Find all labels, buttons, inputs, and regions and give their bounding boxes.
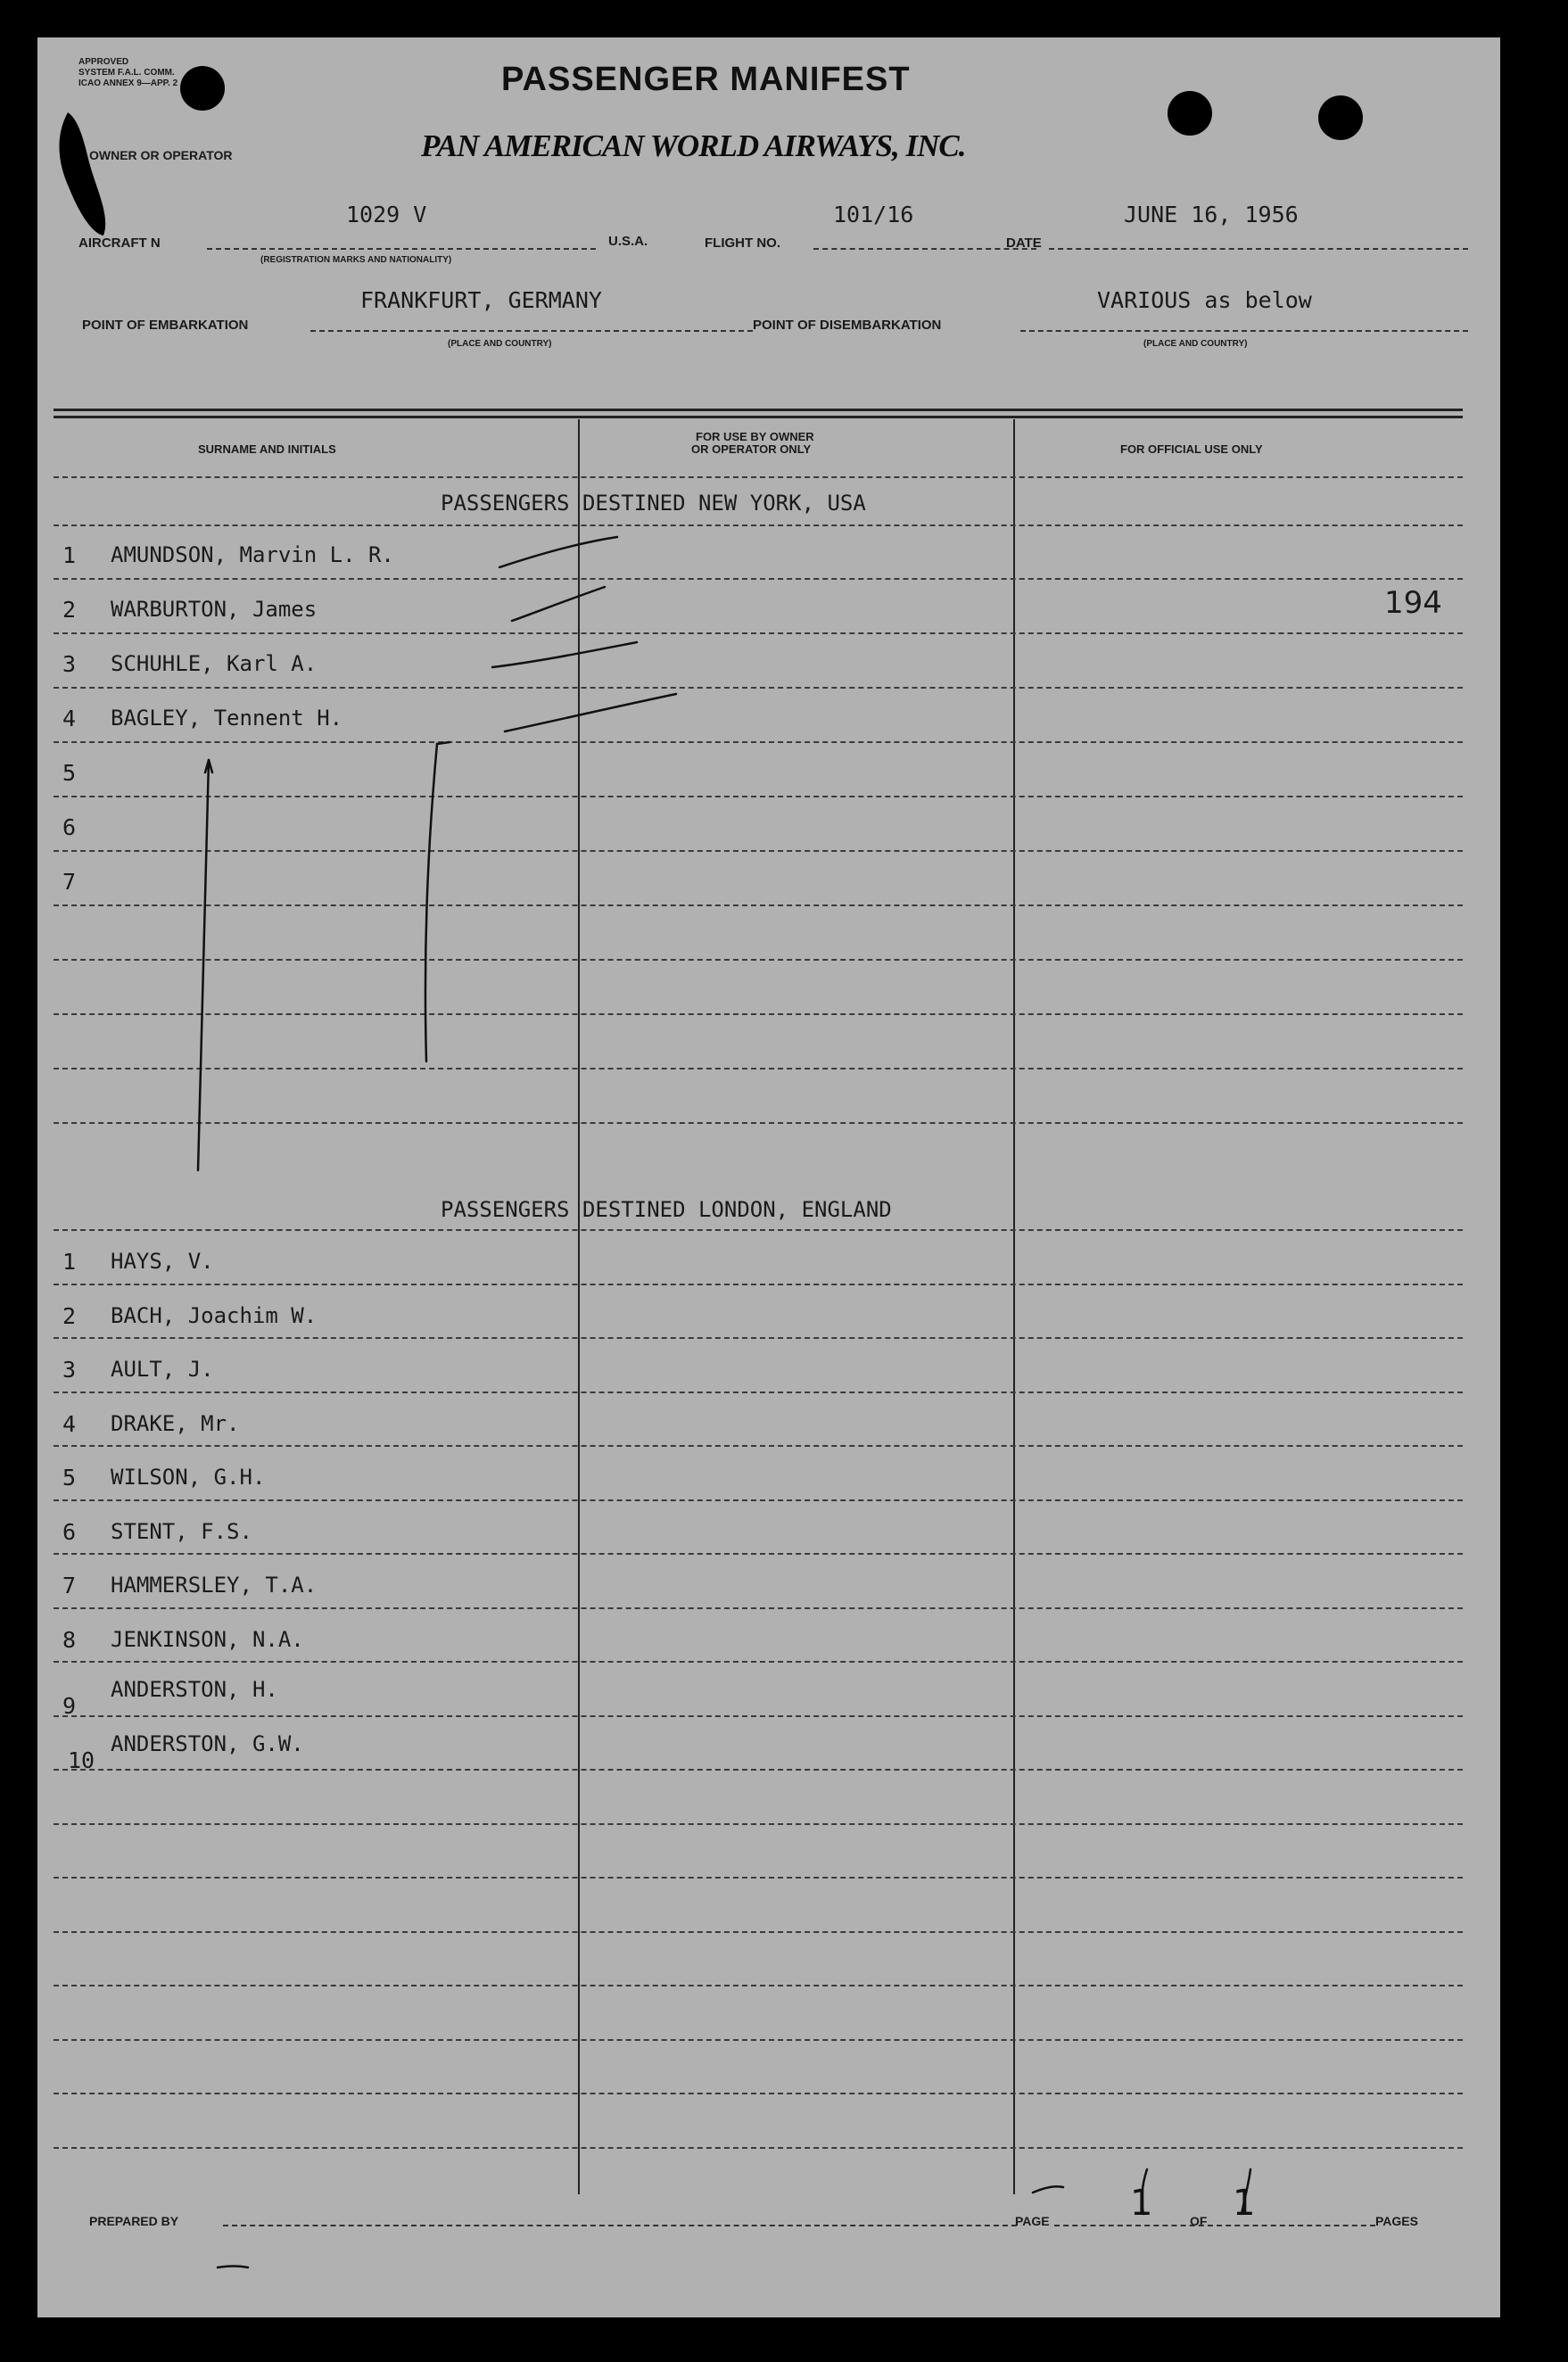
- group2-row-number: 4: [62, 1410, 77, 1437]
- column-header-owner-1: FOR USE BY OWNER: [696, 430, 814, 443]
- group1-row-number: 5: [62, 760, 77, 786]
- group2-row-number: 1: [62, 1249, 77, 1275]
- group2-row-number: 7: [62, 1573, 77, 1598]
- embarkation-sublabel: (PLACE AND COUNTRY): [448, 339, 552, 349]
- pages-label: PAGES: [1375, 2214, 1418, 2228]
- date-value: JUNE 16, 1956: [1124, 202, 1299, 227]
- flight-label: FLIGHT NO.: [705, 235, 780, 251]
- group2-row-number: 6: [62, 1518, 77, 1545]
- group2-passenger-name: HAYS, V.: [111, 1249, 214, 1274]
- of-label: OF: [1190, 2214, 1208, 2228]
- approval-line-1: APPROVED: [78, 57, 129, 67]
- group1-row-number: 1: [62, 542, 77, 568]
- disembarkation-label: POINT OF DISEMBARKATION: [753, 318, 942, 333]
- group2-passenger-name: DRAKE, Mr.: [111, 1410, 240, 1436]
- group2-passenger-name: ANDERSTON, G.W.: [111, 1730, 304, 1756]
- group2-row-number: 2: [62, 1302, 77, 1329]
- group1-passenger-name: BAGLEY, Tennent H.: [111, 706, 343, 731]
- group1-passenger-name: WARBURTON, James: [111, 597, 318, 622]
- group2-passenger-name: HAMMERSLEY, T.A.: [111, 1573, 318, 1598]
- of-value: 1: [1233, 2183, 1256, 2224]
- page-value: 1: [1130, 2183, 1153, 2224]
- page-underline: [1054, 2225, 1375, 2226]
- page-title: PASSENGER MANIFEST: [501, 61, 911, 98]
- group2-passenger-name: AULT, J.: [111, 1357, 214, 1382]
- page-label: PAGE: [1015, 2214, 1050, 2228]
- column-header-official: FOR OFFICIAL USE ONLY: [1120, 442, 1263, 456]
- prepared-label: PREPARED BY: [89, 2214, 179, 2228]
- group1-passenger-name: SCHUHLE, Karl A.: [111, 651, 318, 676]
- usa-label: U.S.A.: [608, 234, 648, 249]
- group2-row-number: 10: [68, 1747, 95, 1773]
- group1-heading: PASSENGERS DESTINED NEW YORK, USA: [441, 491, 866, 516]
- group2-passenger-name: WILSON, G.H.: [111, 1465, 266, 1490]
- manifest-page: [37, 37, 1500, 2317]
- disembarkation-sublabel: (PLACE AND COUNTRY): [1143, 339, 1248, 349]
- date-label: DATE: [1006, 235, 1042, 251]
- embarkation-label: POINT OF EMBARKATION: [82, 318, 249, 333]
- embarkation-value: FRANKFURT, GERMANY: [360, 287, 602, 313]
- group2-passenger-name: ANDERSTON, H.: [111, 1677, 278, 1702]
- group2-passenger-name: BACH, Joachim W.: [111, 1302, 318, 1328]
- operator-name: PAN AMERICAN WORLD AIRWAYS, INC.: [421, 128, 966, 163]
- aircraft-label: AIRCRAFT N: [78, 235, 161, 251]
- approval-line-3: ICAO ANNEX 9—APP. 2: [78, 78, 178, 88]
- group1-row-number: 3: [62, 651, 77, 677]
- check-marks: [37, 37, 1500, 2317]
- flight-value: 101/16: [833, 202, 914, 227]
- group1-row-number: 2: [62, 597, 77, 623]
- group1-row-number: 7: [62, 869, 77, 895]
- group1-passenger-name: AMUNDSON, Marvin L. R.: [111, 542, 394, 567]
- aircraft-sublabel: (REGISTRATION MARKS AND NATIONALITY): [260, 255, 452, 265]
- operator-label: OWNER OR OPERATOR: [89, 148, 233, 162]
- aircraft-value: 1029 V: [346, 202, 427, 227]
- group2-row-number: 8: [62, 1626, 77, 1653]
- group2-row-number: 5: [62, 1465, 77, 1491]
- group2-heading: PASSENGERS DESTINED LONDON, ENGLAND: [441, 1197, 892, 1222]
- prepared-underline: [223, 2225, 1017, 2226]
- group2-row-number: 9: [62, 1693, 77, 1719]
- group1-row-number: 6: [62, 814, 77, 840]
- group1-row-number: 4: [62, 706, 77, 731]
- approval-line-2: SYSTEM F.A.L. COMM.: [78, 68, 175, 78]
- group2-row-number: 3: [62, 1357, 77, 1383]
- group2-passenger-name: JENKINSON, N.A.: [111, 1626, 304, 1652]
- disembarkation-value: VARIOUS as below: [1097, 287, 1312, 313]
- group2-passenger-name: STENT, F.S.: [111, 1518, 252, 1544]
- column-header-owner-2: OR OPERATOR ONLY: [691, 442, 812, 456]
- column-header-surname: SURNAME AND INITIALS: [198, 442, 336, 456]
- official-note: 194: [1384, 585, 1442, 621]
